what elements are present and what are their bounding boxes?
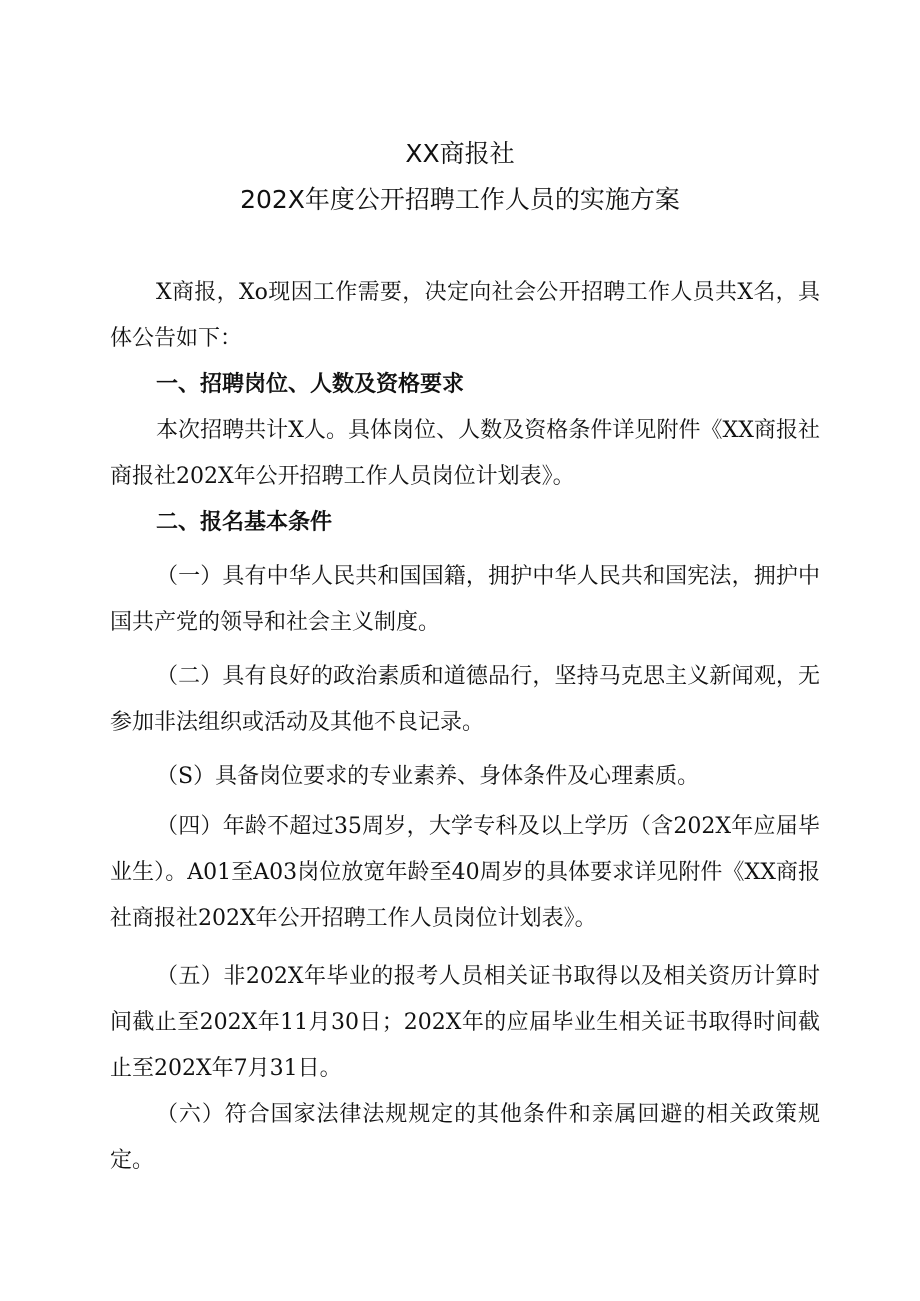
condition-item-4: （四）年龄不超过35周岁，大学专科及以上学历（含202X年应届毕业生）。A01至A03岗位放宽年龄至40周岁的具体要求详见附件《XX商报社商报社202X年公开招聘工作人员岗位计划表》。 [110, 814, 820, 931]
intro-paragraph: X商报，Xo现因工作需要，决定向社会公开招聘工作人员共X名，具体公告如下： [110, 280, 820, 351]
section-heading-1: 一、招聘岗位、人数及资格要求 [156, 372, 465, 397]
document-subtitle: 202X年度公开招聘工作人员的实施方案 [240, 185, 680, 214]
condition-item-6: （六）符合国家法律法规规定的其他条件和亲属回避的相关政策规定。 [110, 1102, 820, 1173]
condition-item-5: （五）非202X年毕业的报考人员相关证书取得以及相关资历计算时间截止至202X年11月30日；202X年的应届毕业生相关证书取得时间截止至202X年7月31日。 [110, 964, 820, 1081]
section-1-paragraph: 本次招聘共计X人。具体岗位、人数及资格条件详见附件《XX商报社商报社202X年公开招聘工作人员岗位计划表》。 [110, 418, 820, 489]
condition-item-1: （一）具有中华人民共和国国籍，拥护中华人民共和国宪法，拥护中国共产党的领导和社会主义制度。 [110, 564, 820, 635]
condition-item-3: （S）具备岗位要求的专业素养、身体条件及心理素质。 [156, 764, 700, 789]
section-heading-2: 二、报名基本条件 [156, 510, 333, 535]
document-title: XX商报社 [405, 139, 515, 168]
condition-item-2: （二）具有良好的政治素质和道德品行，坚持马克思主义新闻观，无参加非法组织或活动及其他不良记录。 [110, 664, 820, 735]
